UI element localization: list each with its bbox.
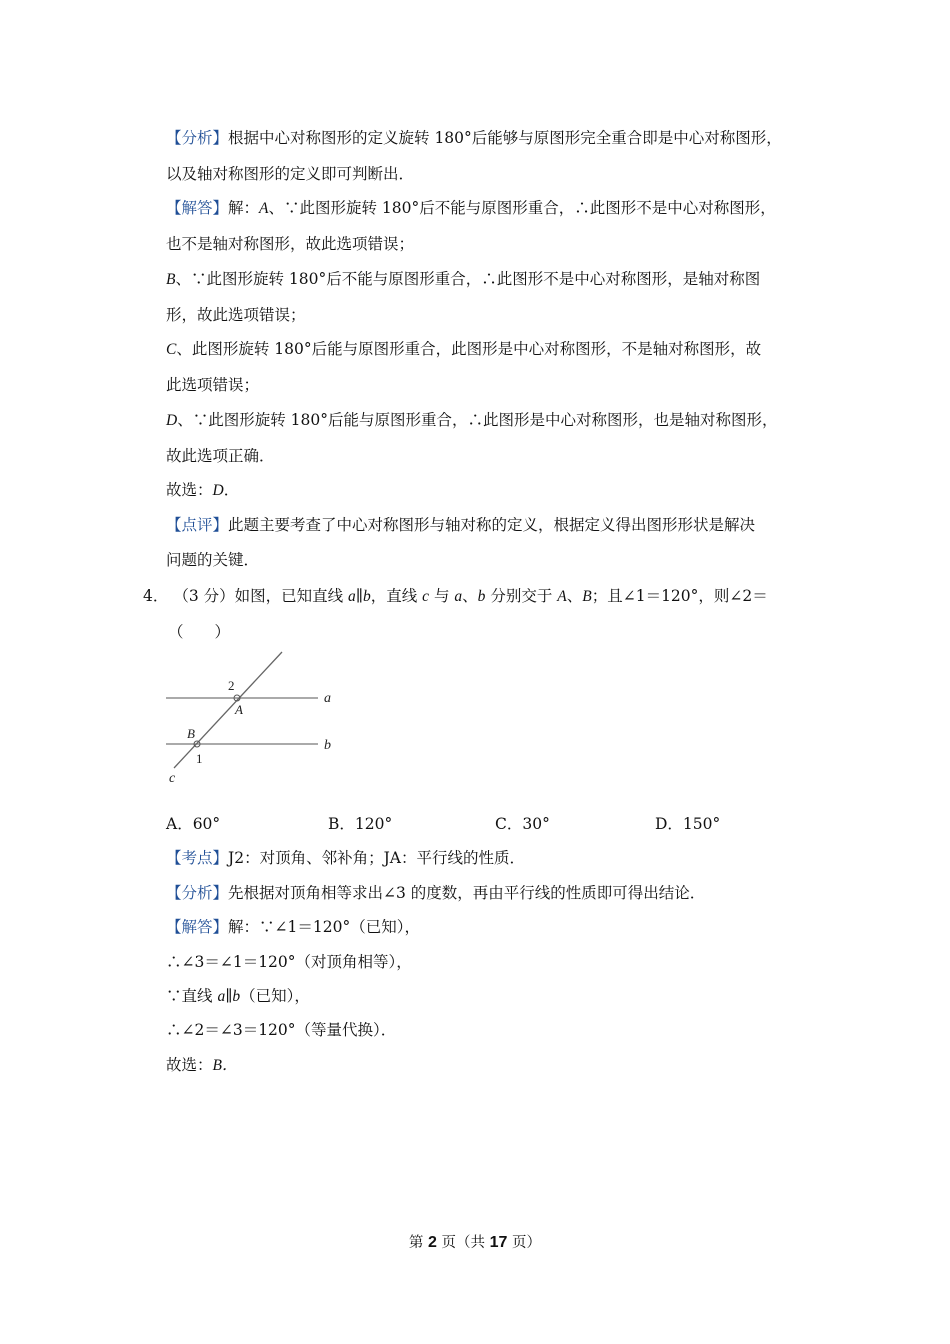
q4-kaodian-line (166, 848, 525, 868)
q3-answer-line-2: 也不是轴对称图形，故此选项错误； (166, 235, 415, 253)
q3-answer-a-text: 、∵此图形旋转 180°后不能与原图形重合，∴此图形不是中心对称图形， (268, 199, 776, 217)
choose-prefix: 故选： (166, 1056, 213, 1074)
question-number: 4． (143, 587, 169, 605)
option-d-label: D (166, 412, 178, 429)
var-b: b (362, 588, 371, 605)
label-line-c: c (169, 771, 176, 786)
q3-analysis-line-1 (166, 128, 782, 148)
q3-c-text: 、此图形旋转 180°后能与原图形重合，此图形是中心对称图形，不是轴对称图形，故 (176, 340, 762, 358)
q4-analysis-line (166, 883, 705, 903)
q3-c-line-1 (166, 339, 761, 360)
footer-pre: 第 (408, 1235, 429, 1251)
option-b: B．120° (328, 815, 393, 833)
label-line-a: a (324, 691, 331, 706)
label-point-b: B (187, 726, 195, 741)
footer-post: 页） (507, 1235, 542, 1251)
comment-tag: 【点评】 (166, 516, 229, 534)
q4-choose-line (166, 1055, 237, 1076)
analysis-tag: 【分析】 (166, 884, 229, 902)
choose-prefix: 故选： (166, 481, 213, 499)
page-footer (0, 1231, 950, 1252)
q4-stem-part: （3 分）如图，已知直线 (173, 587, 349, 605)
choose-value: B． (212, 1057, 238, 1074)
q4-answer-text-3b: （已知）， (240, 987, 310, 1005)
q4-kaodian-text: J2：对顶角、邻补角；JA：平行线的性质． (228, 849, 525, 867)
q4-answer-line-2: ∴∠3＝∠1＝120°（对顶角相等）， (166, 953, 412, 971)
q3-answer-line-1 (166, 198, 776, 219)
choose-value: D (212, 482, 224, 499)
q3-c-line-2: 此选项错误； (166, 376, 260, 394)
line-c (174, 652, 282, 768)
option-c: C．30° (495, 815, 550, 833)
q4-stem-part: ，直线 (370, 587, 423, 605)
var-c: c (422, 588, 430, 605)
var-b: b (477, 588, 486, 605)
var-a: a (217, 988, 226, 1005)
q4-stem-part: 与 (429, 587, 455, 605)
parallel-lines-figure (158, 648, 358, 788)
total-pages-number: 17 (489, 1234, 508, 1251)
answer-tag: 【解答】 (166, 918, 229, 936)
label-point-a: A (235, 702, 243, 717)
q3-choose-line: 故选：D． (166, 481, 240, 499)
q4-stem-part: 、 (566, 587, 583, 605)
q4-stem-part: 、 (462, 587, 478, 605)
current-page-number: 2 (428, 1234, 437, 1251)
q4-answer-text-1: 解：∵∠1＝120°（已知）， (228, 918, 420, 936)
label-angle-1: 1 (196, 751, 203, 766)
option-a-label: A (259, 200, 269, 217)
var-b: b (232, 988, 241, 1005)
q3-comment-text: 此题主要考查了中心对称图形与轴对称的定义，根据定义得出图形形状是解决 (228, 516, 756, 534)
q4-stem (143, 586, 768, 607)
q3-b-line-2: 形，故此选项错误； (166, 306, 306, 324)
q3-b-text: 、∵此图形旋转 180°后不能与原图形重合，∴此图形不是中心对称图形，是轴对称图 (175, 270, 761, 288)
q4-answer-line-4: ∴∠2＝∠3＝120°（等量代换）． (166, 1021, 397, 1039)
answer-prefix: 解： (228, 199, 260, 217)
q4-stem-part: 分别交于 (485, 587, 558, 605)
kaodian-tag: 【考点】 (166, 849, 229, 867)
q3-analysis-line-2: 以及轴对称图形的定义即可判断出． (166, 165, 415, 183)
option-c-label: C (166, 341, 177, 358)
point-b: B (582, 588, 592, 605)
q3-d-text: 、∵此图形旋转 180°后能与原图形重合，∴此图形是中心对称图形，也是轴对称图形， (177, 411, 778, 429)
option-a: A．60° (166, 815, 221, 833)
q4-blank: （ ） (168, 623, 231, 641)
analysis-tag: 【分析】 (166, 129, 229, 147)
label-line-b: b (324, 738, 331, 753)
q4-answer-line-3 (166, 986, 310, 1007)
option-b-label: B (166, 271, 176, 288)
q3-analysis-text-1: 根据中心对称图形的定义旋转 180°后能够与原图形完全重合即是中心对称图形， (228, 129, 782, 147)
label-angle-2: 2 (228, 678, 235, 693)
answer-tag: 【解答】 (166, 199, 229, 217)
q4-analysis-text: 先根据对顶角相等求出∠3 的度数，再由平行线的性质即可得出结论． (228, 884, 706, 902)
q3-d-line-2: 故此选项正确． (166, 447, 275, 465)
option-d: D．150° (655, 815, 721, 833)
var-a: a (454, 588, 463, 605)
q3-comment-line-1 (166, 515, 755, 535)
q3-d-line-1 (166, 410, 777, 431)
q4-stem-part: ；且∠1＝120°，则∠2＝ (591, 587, 768, 605)
parallel-symbol: ∥ (225, 987, 233, 1005)
q3-b-line-1 (166, 269, 760, 290)
footer-mid: 页（共 (436, 1235, 490, 1251)
var-a: a (348, 588, 356, 605)
q4-answer-line-1 (166, 917, 420, 937)
q3-comment-line-2: 问题的关键． (166, 551, 260, 569)
q4-answer-text-3a: ∵直线 (166, 987, 218, 1005)
point-a: A (557, 588, 567, 605)
parallel-symbol: ∥ (355, 587, 363, 605)
